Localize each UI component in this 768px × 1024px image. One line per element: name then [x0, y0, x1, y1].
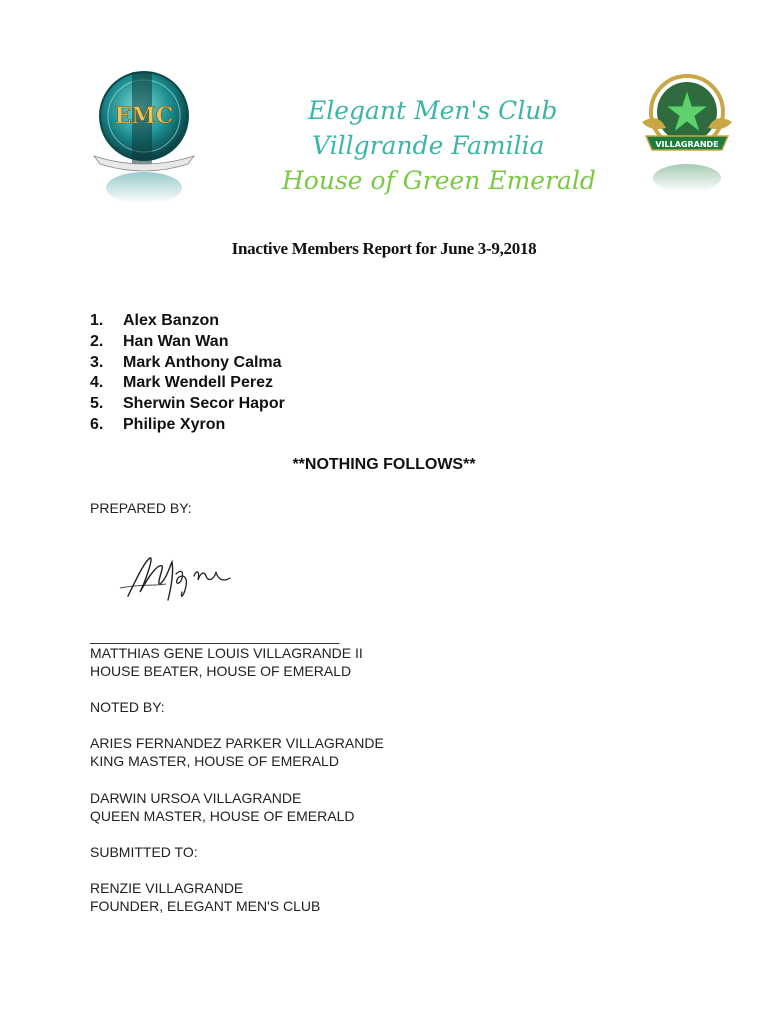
inactive-member-list [90, 311, 285, 436]
crest-banner-text: VILLAGRANDE [655, 140, 719, 149]
villagrande-crest-logo [636, 62, 738, 196]
noted-by-label: NOTED BY: [90, 699, 165, 715]
signature-image [110, 540, 250, 612]
signature-line: ________________________________ [90, 628, 340, 644]
list-number: 1. [90, 312, 104, 329]
member-name: Mark Wendell Perez [123, 374, 273, 392]
list-number: 6. [90, 415, 104, 433]
member-name: Sherwin Secor Hapor [123, 395, 285, 413]
noted-by-title-2: QUEEN MASTER, HOUSE OF EMERALD [90, 808, 355, 824]
list-item [90, 353, 285, 374]
noted-by-title-1: KING MASTER, HOUSE OF EMERALD [90, 753, 339, 769]
list-number: 5. [90, 395, 104, 413]
prepared-by-name: MATTHIAS GENE LOUIS VILLAGRANDE II [90, 645, 363, 661]
house-name: House of Green Emerald [282, 166, 596, 195]
member-name: Alex Banzon [123, 312, 220, 329]
list-item [90, 394, 285, 415]
list-number: 2. [90, 332, 104, 350]
list-item [90, 373, 285, 394]
list-number: 4. [90, 374, 104, 392]
club-name: Elegant Men's Club [308, 96, 558, 125]
list-number: 3. [90, 353, 104, 371]
noted-by-name-1: ARIES FERNANDEZ PARKER VILLAGRANDE [90, 735, 384, 751]
submitted-to-title: FOUNDER, ELEGANT MEN'S CLUB [90, 898, 321, 914]
nothing-follows-note: **NOTHING FOLLOWS** [292, 456, 476, 473]
member-name: Han Wan Wan [123, 332, 229, 350]
member-name: Philipe Xyron [123, 415, 226, 433]
submitted-to-label: SUBMITTED TO: [90, 844, 198, 860]
emc-logo-text: EMC [114, 103, 174, 129]
noted-by-name-2: DARWIN URSOA VILLAGRANDE [90, 790, 302, 806]
list-item [90, 311, 285, 332]
submitted-to-name: RENZIE VILLAGRANDE [90, 880, 244, 896]
prepared-by-title: HOUSE BEATER, HOUSE OF EMERALD [90, 663, 352, 679]
report-title: Inactive Members Report for June 3-9,2018 [231, 239, 537, 258]
emc-logo [88, 60, 198, 210]
list-item [90, 332, 285, 353]
list-item [90, 415, 285, 436]
member-name: Mark Anthony Calma [123, 353, 282, 371]
prepared-by-label: PREPARED BY: [90, 500, 192, 516]
familia-name: Villgrande Familia [312, 131, 545, 160]
